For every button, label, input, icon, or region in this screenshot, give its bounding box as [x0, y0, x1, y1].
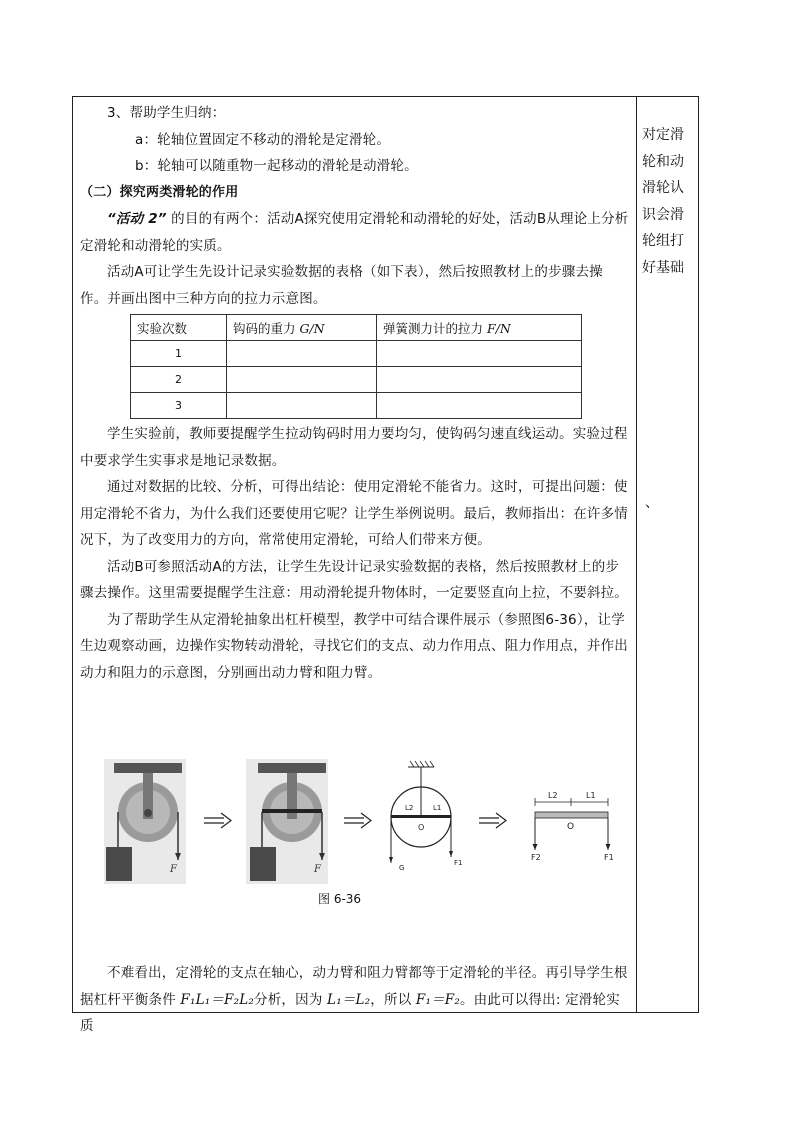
equation-balance: F₁L₁＝F₂L₂ [180, 991, 255, 1008]
pulley-diagram [389, 761, 462, 872]
table-row [131, 341, 582, 367]
conclusion-paragraph: 通过对数据的比较、分析，可得出结论：使用定滑轮不能省力。这时，可提出问题：使用定滑轮不省力，为什么我们还要使用它呢？让学生举例说明。最后，教师指出：在许多情况下，为了改变用力的方向，常常使用定滑轮，可给人们带来方便。 [80, 479, 628, 548]
side-note-line: 对定滑 [642, 127, 684, 143]
table-cell [227, 341, 377, 367]
pulley-figure [100, 755, 630, 890]
equation-forces: F₁＝F₂ [415, 991, 460, 1008]
summary-b: b：轮轴可以随重物一起移动的滑轮是动滑轮。 [135, 158, 418, 174]
table-cell [377, 393, 582, 419]
trial-number: 3 [131, 393, 227, 419]
side-note [642, 122, 696, 281]
summary-heading: 3、帮助学生归纳： [107, 105, 226, 121]
column-divider [636, 96, 637, 1013]
activity2-paragraph [80, 206, 630, 259]
side-note-line: 轮和动 [642, 153, 684, 170]
arrow-right-icon [204, 813, 231, 828]
trial-number: 1 [131, 341, 227, 367]
force-label: F [314, 864, 321, 875]
arm-label-l1: L1 [433, 804, 442, 812]
side-note-line: 轮组打 [642, 233, 684, 249]
lever-model-paragraph: 为了帮助学生从定滑轮抽象出杠杆模型，教学中可结合课件展示（参照图6-36），让学生边观察动画，边操作实物转动滑轮，寻找它们的支点、动力作用点、阻力作用点，并作出动力和阻力的示意图，分别画出动力臂和阻力臂。 [80, 611, 628, 681]
table-row [131, 367, 582, 393]
table-cell [227, 367, 377, 393]
arm-label-l2: L2 [548, 791, 558, 800]
activity2-text: 的目的有两个：活动A探究使用定滑轮和动滑轮的好处，活动B从理论上分析定滑轮和动滑轮的实质。 [80, 211, 629, 254]
force-label: F [170, 864, 177, 875]
table-cell [227, 393, 377, 419]
arrow-right-icon [479, 813, 506, 828]
gravity-label: G [399, 864, 405, 872]
activityB-paragraph: 活动B可参照活动A的方法，让学生先设计记录实验数据的表格，然后按照教材上的步骤去操作。这里需要提醒学生注意：用动滑轮提升物体时，一定要竖直向上拉，不要斜拉。 [80, 558, 628, 601]
equation-arms: L₁＝L₂ [327, 991, 371, 1008]
force1-label: F1 [454, 859, 463, 867]
table-cell [377, 341, 582, 367]
figure-caption: 图 6-36 [318, 892, 362, 906]
final-paragraph: 不难看出，定滑轮的支点在轴心，动力臂和阻力臂都等于定滑轮的半径。再引导学生根据杠杆平衡条件 F₁L₁＝F₂L₂分析，因为 L₁＝L₂，所以 F₁＝F₂。由此可以得出: 定滑轮实质 [80, 965, 628, 1034]
fulcrum-label: O [567, 822, 575, 832]
header-trials: 实验次数 [131, 315, 227, 341]
data-table [130, 314, 582, 419]
table-cell [377, 367, 582, 393]
header-weight: 钩码的重力 G/N [227, 315, 377, 341]
pre-experiment-paragraph: 学生实验前，教师要提醒学生拉动钩码时用力要均匀，使钩码匀速直线运动。实验过程中要求学生实事求是地记录数据。 [80, 426, 628, 469]
main-column [80, 100, 630, 686]
fulcrum-label: O [418, 823, 425, 832]
table-row [131, 393, 582, 419]
side-note-line: 滑轮认 [642, 180, 684, 196]
table-header-row [131, 315, 582, 341]
final-paragraph-block [80, 960, 630, 1040]
arm-label-l2: L2 [405, 804, 414, 812]
arm-label-l1: L1 [586, 791, 596, 800]
trial-number: 2 [131, 367, 227, 393]
force2-label: F2 [531, 853, 541, 862]
lever-diagram [531, 791, 614, 862]
header-force: 弹簧测力计的拉力 F/N [377, 315, 582, 341]
activityA-paragraph: 活动A可让学生先设计记录实验数据的表格（如下表），然后按照教材上的步骤去操作。并画出图中三种方向的拉力示意图。 [80, 264, 603, 307]
side-note-line: 识会滑 [642, 206, 684, 223]
arrow-right-icon [344, 813, 371, 828]
side-note-line: 好基础 [642, 259, 684, 276]
pulley-photo-2 [246, 759, 328, 884]
force1-label: F1 [604, 853, 614, 862]
summary-a: a：轮轴位置固定不移动的滑轮是定滑轮。 [135, 131, 391, 148]
section-heading: （二）探究两类滑轮的作用 [80, 184, 239, 200]
pulley-photo-1 [104, 759, 186, 884]
activity2-title: “活动 2” [107, 211, 167, 227]
side-mark: 、 [645, 495, 659, 511]
